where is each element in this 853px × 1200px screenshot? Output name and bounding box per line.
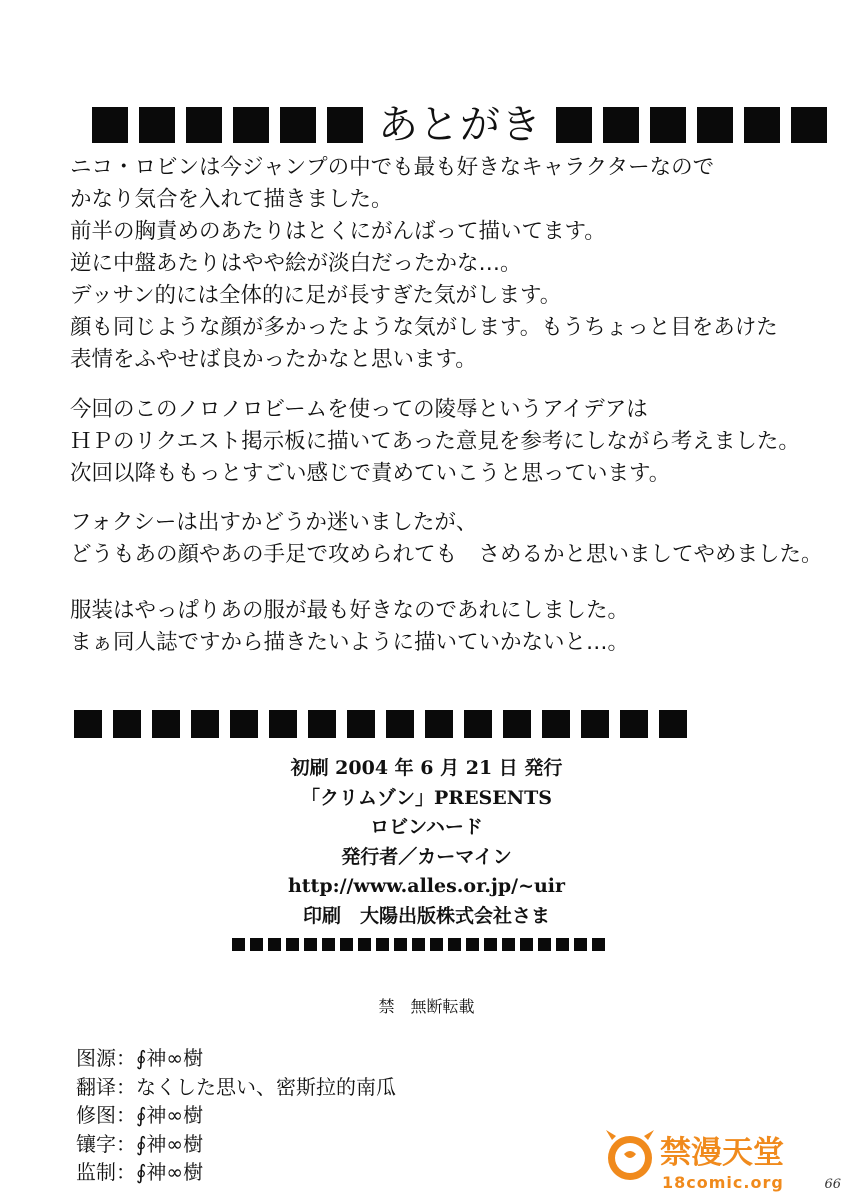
credit-value: なくした思い、密斯拉的南瓜 <box>136 1074 396 1099</box>
black-square <box>386 710 414 738</box>
credit-source <box>76 1044 396 1073</box>
text-line: 顔も同じような顔が多かったような気がします。もうちょっと目をあけた <box>70 315 778 340</box>
text-line: まぁ同人誌ですから描きたいように描いていかないと…。 <box>70 630 630 655</box>
publisher: 発行者／カーマイン <box>341 845 512 868</box>
black-square <box>269 710 297 738</box>
small-black-square <box>304 938 317 951</box>
circle-presents: 「クリムゾン」PRESENTS <box>301 786 552 809</box>
afterword-paragraph-4 <box>70 595 830 659</box>
credit-label: 图源： <box>76 1046 136 1070</box>
colophon-separator <box>74 706 698 742</box>
small-black-square <box>376 938 389 951</box>
text-line: 服装はやっぱりあの服が最も好きなのであれにしました。 <box>70 598 630 623</box>
black-square <box>620 710 648 738</box>
mascot-icon <box>606 1130 654 1180</box>
small-black-square <box>520 938 533 951</box>
text-line: 逆に中盤あたりはやや絵が淡白だったかな…。 <box>70 251 522 276</box>
title-right-squares <box>556 107 838 143</box>
text-line: 今回のこのノロノロビームを使っての陵辱というアイデアは <box>70 397 648 422</box>
small-black-square <box>502 938 515 951</box>
no-reprint-notice: 禁 無断転載 <box>378 997 475 1016</box>
black-square <box>113 710 141 738</box>
afterword-paragraph-3 <box>70 507 830 571</box>
small-black-square <box>556 938 569 951</box>
small-black-square <box>286 938 299 951</box>
small-black-square <box>430 938 443 951</box>
black-square <box>581 710 609 738</box>
black-square <box>744 107 780 143</box>
small-black-square <box>232 938 245 951</box>
black-square <box>650 107 686 143</box>
black-square <box>659 710 687 738</box>
page-number: 66 <box>824 1177 841 1192</box>
small-square-separator <box>232 934 610 954</box>
small-black-square <box>484 938 497 951</box>
black-square <box>791 107 827 143</box>
credit-value: ∮神∞樹 <box>136 1160 204 1184</box>
text-line: ニコ・ロビンは今ジャンプの中でも最も好きなキャラクターなので <box>70 155 715 180</box>
small-black-square <box>466 938 479 951</box>
small-black-square <box>358 938 371 951</box>
black-square <box>152 710 180 738</box>
credit-editing <box>76 1101 396 1130</box>
black-square <box>603 107 639 143</box>
black-square <box>233 107 269 143</box>
text-line: ＨＰのリクエスト掲示板に描いてあった意見を参考にしながら考えました。 <box>70 429 800 454</box>
black-square <box>191 710 219 738</box>
afterword-paragraph-1 <box>70 152 830 376</box>
small-black-square <box>592 938 605 951</box>
black-square <box>347 710 375 738</box>
credit-label: 镶字： <box>76 1131 136 1156</box>
black-square <box>327 107 363 143</box>
site-watermark-logo <box>598 1118 813 1196</box>
afterword-paragraph-2 <box>70 394 830 490</box>
first-print-date: 初刷 2004 年 6 月 21 日 発行 <box>290 757 563 779</box>
title-left-squares <box>92 107 374 143</box>
black-square <box>542 710 570 738</box>
credit-value: ∮神∞樹 <box>136 1046 204 1070</box>
black-square <box>186 107 222 143</box>
black-square <box>139 107 175 143</box>
credit-translation <box>76 1073 396 1102</box>
colophon <box>0 754 853 931</box>
black-square <box>556 107 592 143</box>
afterword-title-row <box>92 100 838 150</box>
credit-label: 翻译： <box>76 1074 136 1099</box>
black-square <box>74 710 102 738</box>
credit-value: ∮神∞樹 <box>136 1131 204 1156</box>
text-line: 表情をふやせば良かったかなと思います。 <box>70 347 477 372</box>
small-black-square <box>322 938 335 951</box>
small-black-square <box>538 938 551 951</box>
text-line: かなり気合を入れて描きました。 <box>70 187 393 212</box>
credit-value: ∮神∞樹 <box>136 1103 204 1127</box>
afterword-title: あとがき <box>378 102 542 148</box>
black-square <box>280 107 316 143</box>
small-black-square <box>268 938 281 951</box>
text-line: 次回以降ももっとすごい感じで責めていこうと思っています。 <box>70 461 671 486</box>
black-square <box>464 710 492 738</box>
small-black-square <box>412 938 425 951</box>
text-line: 前半の胸責めのあたりはとくにがんばって描いてます。 <box>70 219 606 244</box>
watermark-name: 禁漫天堂 <box>660 1135 784 1171</box>
book-title: ロビンハード <box>370 816 483 838</box>
small-black-square <box>574 938 587 951</box>
black-square <box>503 710 531 738</box>
credit-label: 监制： <box>76 1160 136 1184</box>
black-square <box>230 710 258 738</box>
website-url: http://www.alles.or.jp/~uir <box>287 875 566 897</box>
text-line: フォクシーは出すかどうか迷いましたが、 <box>70 510 478 535</box>
credit-supervision <box>76 1158 396 1187</box>
black-square <box>92 107 128 143</box>
watermark-domain: 18comic.org <box>662 1173 784 1192</box>
scanlation-credits <box>76 1044 396 1187</box>
credit-label: 修图： <box>76 1103 136 1127</box>
black-square <box>425 710 453 738</box>
text-line: どうもあの顔やあの手足で攻められても さめるかと思いましてやめました。 <box>70 542 823 567</box>
credit-typesetting <box>76 1130 396 1159</box>
black-square <box>308 710 336 738</box>
printer: 印刷 大陽出版株式会社さま <box>302 904 550 927</box>
text-line: デッサン的には全体的に足が長すぎた気がします。 <box>70 283 562 308</box>
small-black-square <box>340 938 353 951</box>
black-square <box>697 107 733 143</box>
small-black-square <box>448 938 461 951</box>
small-black-square <box>250 938 263 951</box>
small-black-square <box>394 938 407 951</box>
